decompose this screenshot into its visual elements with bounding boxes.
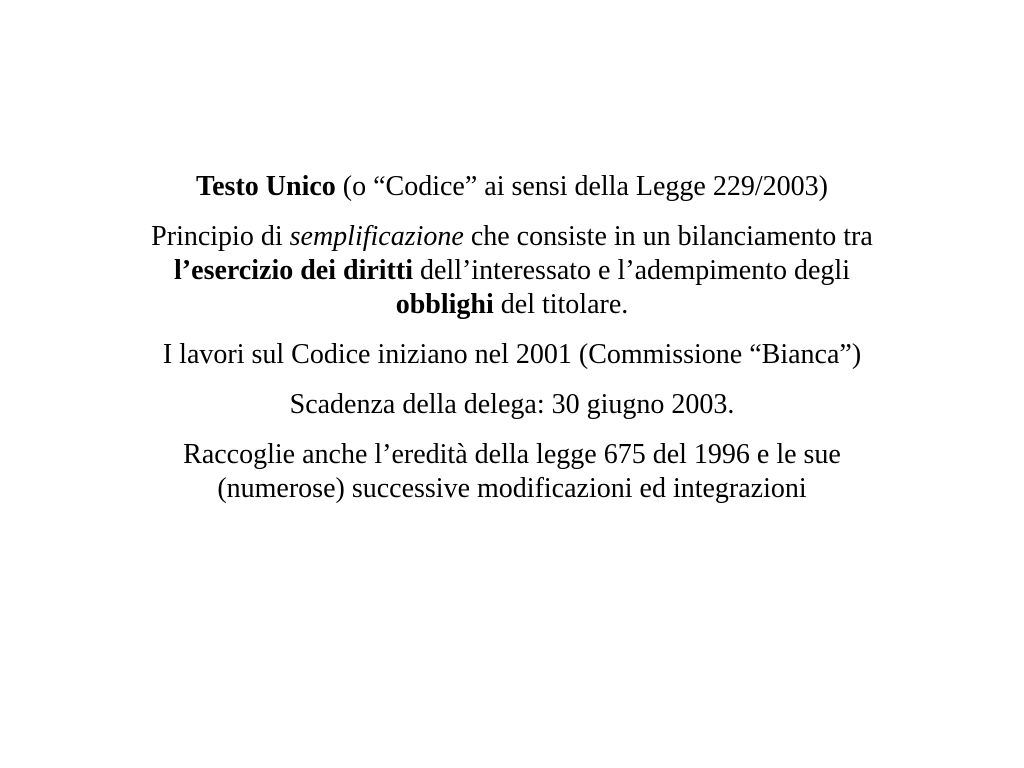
raccoglie-line-1: Raccoglie anche l’eredità della legge 675 del 1996 e le sue bbox=[183, 439, 841, 470]
paragraph-lavori: I lavori sul Codice iniziano nel 2001 (Commissione “Bianca”) bbox=[162, 339, 862, 370]
principio-text-3: dell’interessato e l’adempimento degli bbox=[413, 255, 850, 286]
paragraph-scadenza: Scadenza della delega: 30 giugno 2003. bbox=[289, 389, 735, 420]
principio-text-1: Principio di bbox=[151, 221, 290, 252]
principio-bold-diritti: l’esercizio dei diritti bbox=[174, 255, 413, 286]
paragraph-raccoglie bbox=[40, 438, 984, 506]
principio-italic: semplificazione bbox=[289, 221, 464, 252]
principio-bold-obblighi: obblighi bbox=[395, 289, 494, 320]
slide-body bbox=[40, 170, 984, 522]
paragraph-testo-unico bbox=[40, 170, 984, 204]
raccoglie-line-2: (numerose) successive modificazioni ed integrazioni bbox=[217, 473, 807, 504]
paragraph-principio bbox=[40, 220, 984, 322]
principio-text-2: che consiste in un bilanciamento tra bbox=[463, 221, 873, 252]
testo-unico-bold: Testo Unico bbox=[196, 171, 336, 202]
principio-text-4: del titolare. bbox=[493, 289, 629, 320]
testo-unico-rest: (o “Codice” ai sensi della Legge 229/2003) bbox=[335, 171, 828, 202]
